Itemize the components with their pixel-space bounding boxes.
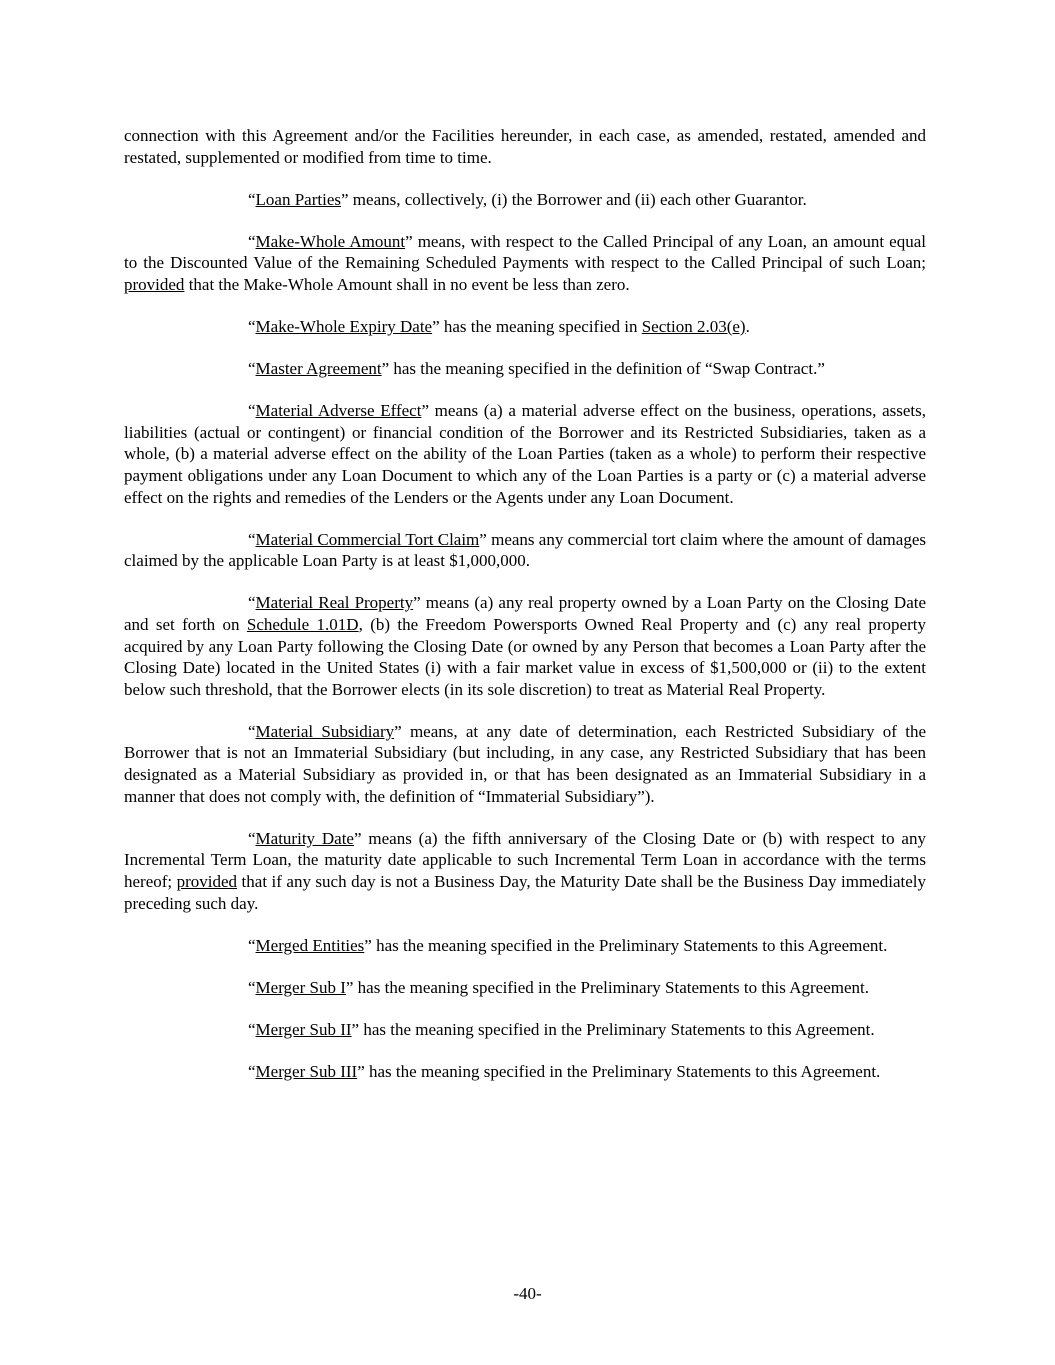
definition-material-subsidiary: “Material Subsidiary” means, at any date of determination, each Restricted Subsidiary of the Borrower that is not an Immaterial Subsidiary (but including, in any case, any Restricted Subsidiary that has been designated as a Material Subsidiary as provided in, or that has been designated as an Immaterial Subsidiary in a manner that does not comply with, the definition of “Immaterial Subsidiary”). <box>124 721 926 806</box>
defined-term: Master Agreement <box>255 359 382 379</box>
definition-loan-parties: “Loan Parties” means, collectively, (i) the Borrower and (ii) each other Guarantor. <box>248 189 807 209</box>
definition-material-real-property: “Material Real Property” means (a) any real property owned by a Loan Party on the Closing Date and set forth on Schedule 1.01D, (b) the Freedom Powersports Owned Real Property and (c) any real property acquired by any Loan Party following the Closing Date (or owned by any Person that becomes a Loan Party after the Closing Date) located in the United States (i) with a fair market value in excess of $1,500,000 or (ii) to the extent below such threshold, that the Borrower elects (in its sole discretion) to treat as Material Real Property. <box>124 593 927 699</box>
defined-term: Loan Parties <box>255 189 341 209</box>
page-body <box>124 125 926 1103</box>
defined-term: Material Subsidiary <box>255 721 395 741</box>
defined-term: Material Adverse Effect <box>255 401 422 421</box>
defined-term: Make-Whole Expiry Date <box>255 317 433 337</box>
defined-term: Merger Sub II <box>255 1019 352 1039</box>
defined-term: Merger Sub I <box>255 977 346 997</box>
schedule-reference: Schedule 1.01D <box>246 615 359 634</box>
definition-merger-sub-iii: “Merger Sub III” has the meaning specified in the Preliminary Statements to this Agreement. <box>248 1061 881 1081</box>
definition-merger-sub-i: “Merger Sub I” has the meaning specified in the Preliminary Statements to this Agreement. <box>248 977 869 997</box>
page-number: -40- <box>513 1284 542 1303</box>
section-reference: Section 2.03(e) <box>641 317 746 337</box>
defined-term: Make-Whole Amount <box>255 231 406 251</box>
proviso-term: provided <box>124 274 185 294</box>
definition-merger-sub-ii: “Merger Sub II” has the meaning specified in the Preliminary Statements to this Agreement. <box>248 1019 875 1039</box>
proviso-term: provided <box>176 871 238 891</box>
definition-make-whole-expiry-date: “Make-Whole Expiry Date” has the meaning specified in Section 2.03(e). <box>248 317 750 337</box>
defined-term: Maturity Date <box>255 828 354 848</box>
definition-material-commercial-tort-claim: “Material Commercial Tort Claim” means any commercial tort claim where the amount of damages claimed by the applicable Loan Party is at least $1,000,000. <box>124 529 926 571</box>
definition-master-agreement: “Master Agreement” has the meaning specified in the definition of “Swap Contract.” <box>248 359 825 379</box>
defined-term: Merger Sub III <box>255 1061 358 1081</box>
definition-maturity-date: “Maturity Date” means (a) the fifth anniversary of the Closing Date or (b) with respect to any Incremental Term Loan, the maturity date applicable to such Incremental Term Loan in accordance with the terms hereof; provided that if any such day is not a Business Day, the Maturity Date shall be the Business Day immediately preceding such day. <box>124 828 926 913</box>
defined-term: Material Real Property <box>255 593 414 613</box>
defined-term: Merged Entities <box>255 935 365 955</box>
definition-material-adverse-effect: “Material Adverse Effect” means (a) a material adverse effect on the business, operations, assets, liabilities (actual or contingent) or financial condition of the Borrower and its Restricted Subsidiaries, taken as a whole, (b) a material adverse effect on the ability of the Loan Parties (taken as a whole) to perform their respective payment obligations under any Loan Document to which any of the Loan Parties is a party or (c) a material adverse effect on the rights and remedies of the Lenders or the Agents under any Loan Document. <box>124 401 926 507</box>
definition-merged-entities: “Merged Entities” has the meaning specified in the Preliminary Statements to this Agreement. <box>248 935 888 955</box>
definition-make-whole-amount: “Make-Whole Amount” means, with respect to the Called Principal of any Loan, an amount equal to the Discounted Value of the Remaining Scheduled Payments with respect to the Called Principal of such Loan; provided that the Make-Whole Amount shall in no event be less than zero. <box>124 231 927 294</box>
defined-term: Material Commercial Tort Claim <box>255 529 480 549</box>
continuation-paragraph: connection with this Agreement and/or the Facilities hereunder, in each case, as amended, restated, amended and restated, supplemented or modified from time to time. <box>124 126 926 167</box>
